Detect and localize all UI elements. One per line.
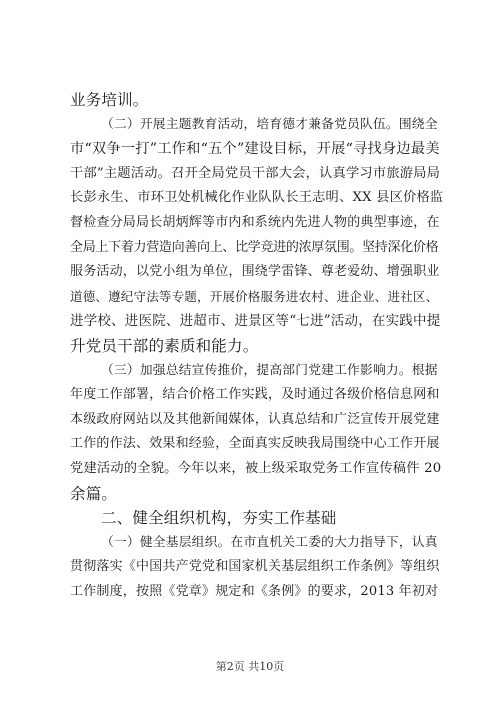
section-heading: 二、健全组织机构，夯实工作基础 (101, 509, 337, 528)
text-line: 长彭永生、市环卫处机械化作业队队长王志明、XX 县区价格监 (70, 190, 444, 206)
text-line: （二）开展主题教育活动，培育德才兼备党员队伍。围绕全 (101, 116, 438, 132)
text-line: 贯彻落实《中国共产党党和国家机关基层组织工作条例》等组织 (70, 559, 440, 575)
text-line: 市“双争一打”工作和“五个”建设目标，开展“寻找身边最美 (70, 141, 440, 158)
text-line: 升党员干部的素质和能力。 (70, 336, 259, 355)
text-line: （三）加强总结宣传推价，提高部门党建工作影响力。根据 (101, 362, 438, 378)
text-line: 工作的作法、效果和经验，全面真实反映我局围绕中心工作开展 (70, 436, 440, 452)
page-footer: 第2页 共10页 (215, 660, 285, 673)
text-line: （一）健全基层组织。在市直机关工委的大力指导下，认真 (101, 534, 438, 550)
text-line: 全局上下着力营造向善向上、比学竞进的浓厚氛围。坚持深化价格 (70, 239, 439, 255)
text-line: 年度工作部署，结合价格工作实践，及时通过各级价格信息网和 (70, 387, 440, 403)
document-body (70, 88, 442, 604)
text-line: 道德、遵纪守法等专题，开展价格服务进农村、进企业、进社区、 (70, 288, 439, 304)
text-line: 进学校、进医院、进超市、进景区等“七进”活动，在实践中提 (70, 313, 441, 330)
text-line: 业务培训。 (70, 91, 149, 109)
text-line: 工作制度，按照《党章》规定和《条例》的要求，2013 年初对 (70, 583, 439, 599)
text-line: 党建活动的全貌。今年以来，被上级采取党务工作宣传稿件 20 (70, 460, 442, 476)
text-line: 余篇。 (70, 484, 118, 503)
text-line: 本级政府网站以及其他新闻媒体，认真总结和广泛宣传开展党建 (70, 411, 440, 427)
text-line: 服务活动，以党小组为单位，围绕学雷锋、尊老爱幼、增强职业 (70, 264, 440, 280)
text-line: 督检查分局局长胡炳辉等市内和系统内先进人物的典型事迹，在 (70, 214, 440, 230)
text-line: 干部”主题活动。召开全局党员干部大会，认真学习市旅游局局 (70, 165, 441, 181)
